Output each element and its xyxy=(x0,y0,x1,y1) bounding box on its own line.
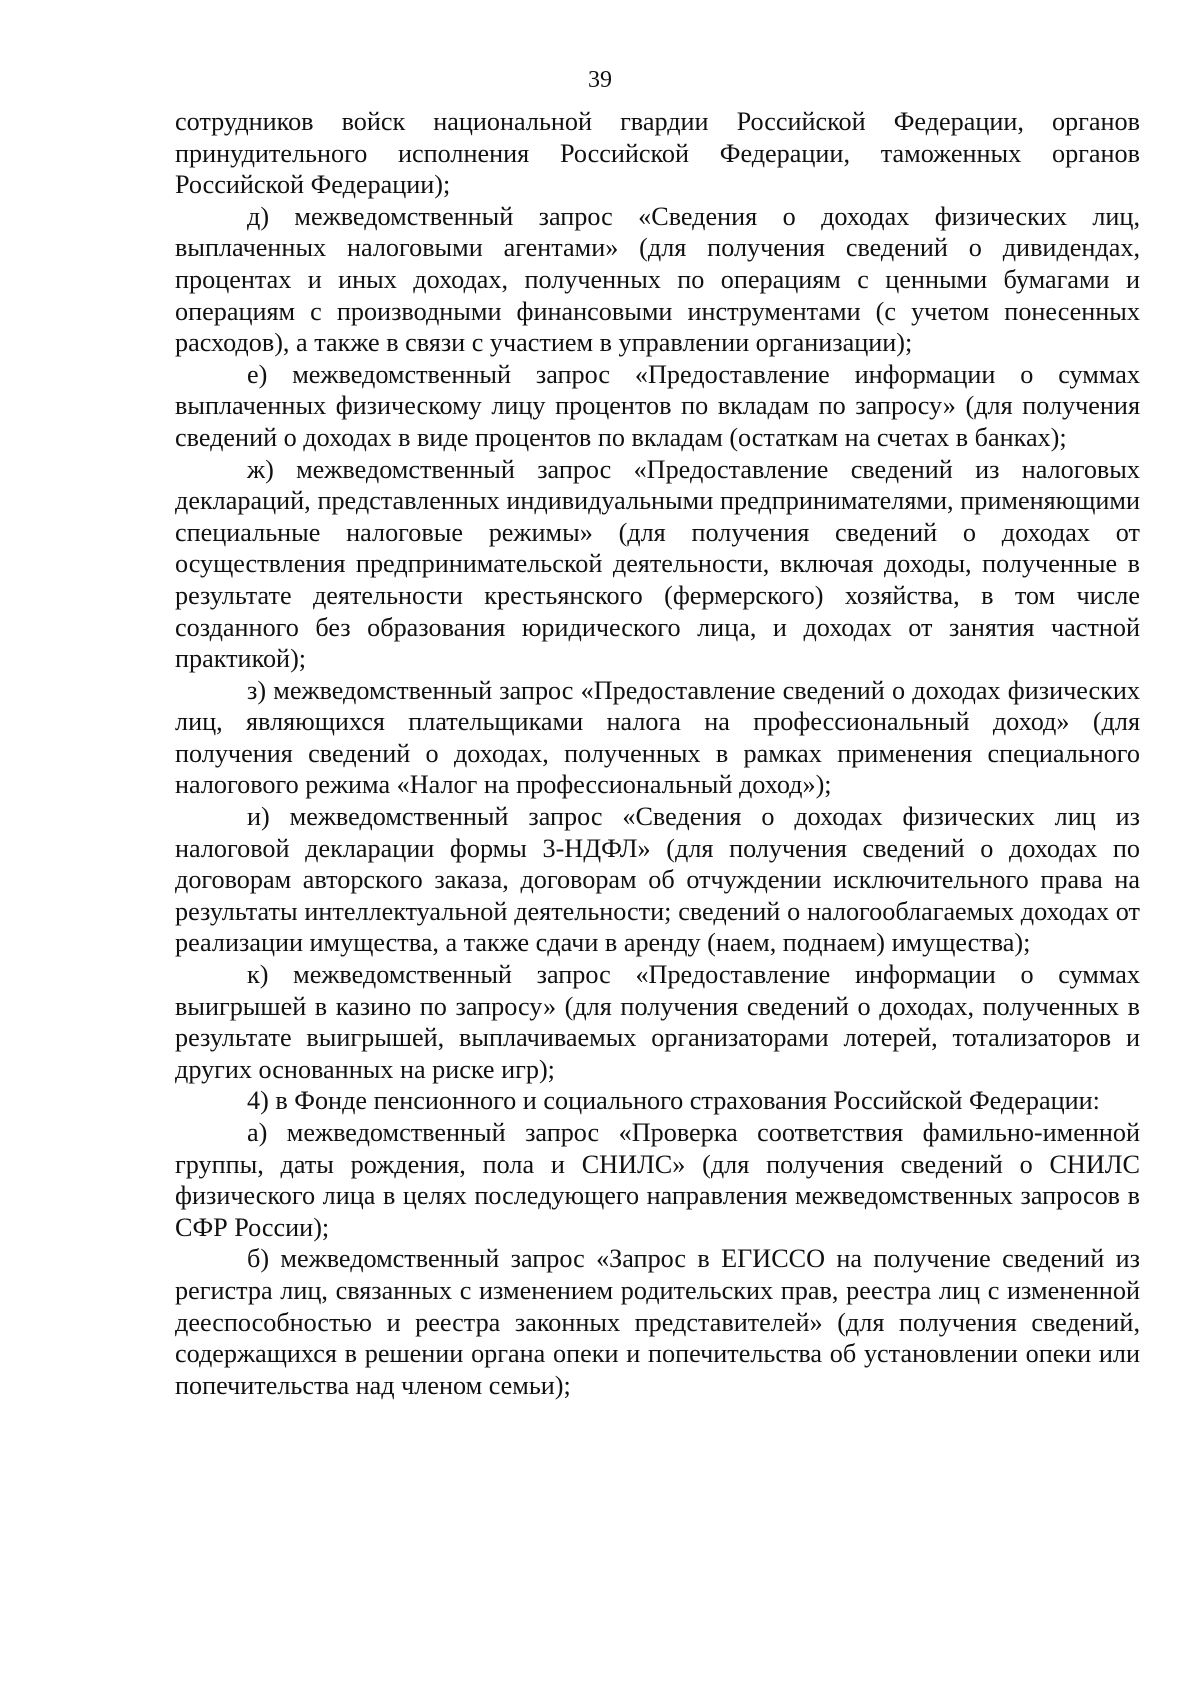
paragraph-item-e: е) межведомственный запрос «Предоставление информации о суммах выплаченных физическому лицу процентов по вкладам по запросу» (для получения сведений о доходах в виде процентов по вкладам (остаткам на счетах в банках); xyxy=(175,359,1140,452)
paragraph-item-k: к) межведомственный запрос «Предоставление информации о суммах выигрышей в казино по запросу» (для получения сведений о доходах, полученных в результате выигрышей, выплачиваемых организаторами лотерей, тотализаторов и других основанных на риске игр); xyxy=(175,960,1140,1084)
paragraph-item-a: а) межведомственный запрос «Проверка соответствия фамильно-именной группы, даты рождения, пола и СНИЛС» (для получения сведений о СНИЛС физического лица в целях последующего направления межведомственных запросов в СФР России); xyxy=(175,1118,1140,1242)
paragraph-section-4: 4) в Фонде пенсионного и социального страхования Российской Федерации: xyxy=(247,1086,1100,1116)
paragraph-continuation: сотрудников войск национальной гвардии Российской Федерации, органов принудительного исполнения Российской Федерации, таможенных органов Российской Федерации); xyxy=(175,107,1140,200)
paragraph-item-zh: ж) межведомственный запрос «Предоставление сведений из налоговых деклараций, представленных индивидуальными предпринимателями, применяющими специальные налоговые режимы» (для получения сведений о доходах от осуществления предпринимательской деятельности, включая доходы, полученные в результате деятельности крестьянского (фермерского) хозяйства, в том числе созданного без образования юридического лица, и доходах от занятия частной практикой); xyxy=(175,454,1140,674)
page-number: 39 xyxy=(588,67,612,93)
document-body xyxy=(175,106,1140,1401)
paragraph-item-i: и) межведомственный запрос «Сведения о доходах физических лиц из налоговой декларации формы 3-НДФЛ» (для получения сведений о доходах по договорам авторского заказа, договорам об отчуждении исключительного права на результаты интеллектуальной деятельности; сведений о налогооблагаемых доходах от реализации имущества, а также сдачи в аренду (наем, поднаем) имущества); xyxy=(175,802,1140,958)
paragraph-item-d: д) межведомственный запрос «Сведения о доходах физических лиц, выплаченных налоговыми агентами» (для получения сведений о дивидендах, процентах и иных доходах, полученных по операциям с ценными бумагами и операциям с производными финансовыми инструментами (с учетом понесенных расходов), а также в связи с участием в управлении организации); xyxy=(175,201,1140,358)
paragraph-item-z: з) межведомственный запрос «Предоставление сведений о доходах физических лиц, являющихся плательщиками налога на профессиональный доход» (для получения сведений о доходах, полученных в рамках применения специального налогового режима «Налог на профессиональный доход»); xyxy=(175,675,1140,800)
paragraph-item-b: б) межведомственный запрос «Запрос в ЕГИССО на получение сведений из регистра лиц, связанных с изменением родительских прав, реестра лиц с измененной дееспособностью и реестра законных представителей» (для получения сведений, содержащихся в решении органа опеки и попечительства об установлении опеки или попечительства над членом семьи); xyxy=(175,1244,1140,1400)
